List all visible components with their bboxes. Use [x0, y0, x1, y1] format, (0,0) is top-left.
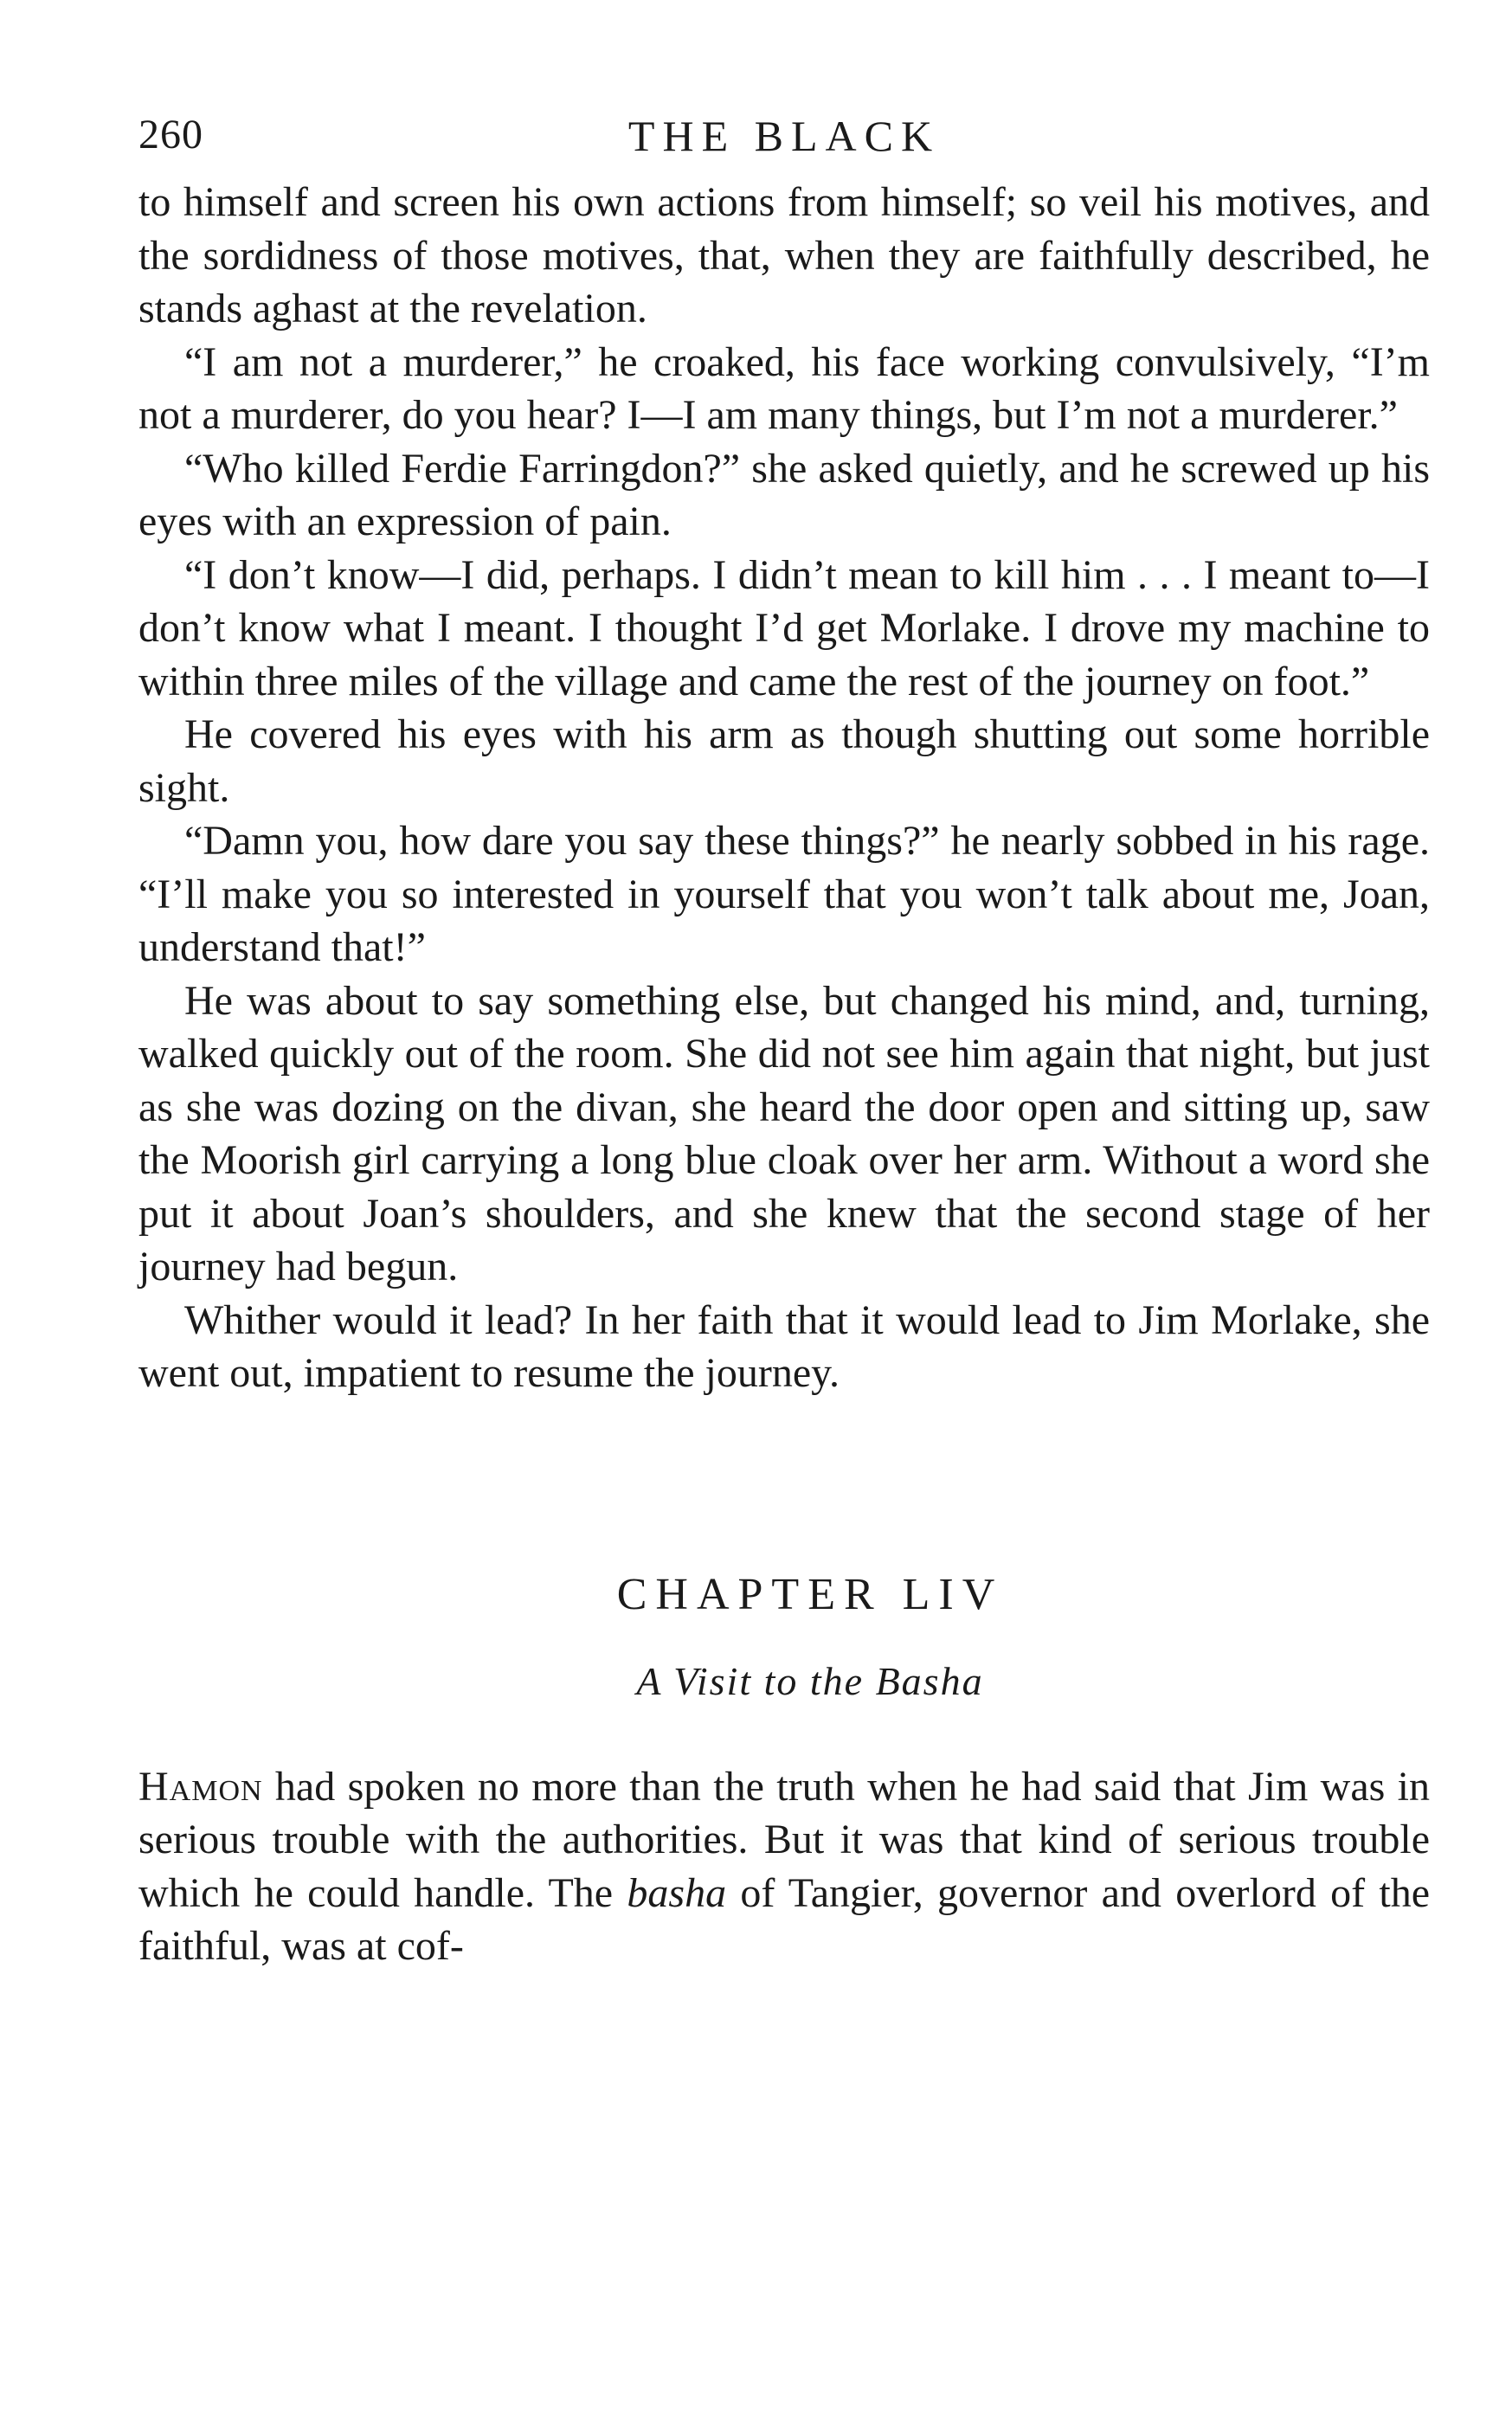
chapter-heading: CHAPTER LIV: [616, 1569, 1004, 1619]
paragraph: He covered his eyes with his arm as though shutting out some horrible sight.: [138, 711, 1430, 811]
paragraph: “Who killed Ferdie Farringdon?” she asked quietly, and he screwed up his eyes with an expression of pain.: [138, 445, 1430, 544]
page-number: 260: [138, 112, 203, 158]
paragraph: “I am not a murderer,” he croaked, his face working convulsively, “I’m not a murderer, do you hear? I—I am many things, but I’m not a murderer.”: [138, 338, 1430, 438]
opening-text-part: of Tangier, governor and overlord of the faithful, was at cof-: [138, 1869, 1431, 1969]
italic-term: basha: [627, 1869, 727, 1916]
chapter-opening-paragraph: [138, 1760, 1430, 1973]
paragraph: to himself and screen his own actions from himself; so veil his motives, and the sordidness of those motives, that, when they are faithfully described, he stands aghast at the revelation.: [138, 179, 1430, 331]
paragraph: “Damn you, how dare you say these things?” he nearly sobbed in his rage. “I’ll make you so interested in yourself that you won’t talk about me, Joan, understand that!”: [138, 818, 1430, 970]
body-text: [138, 176, 1430, 1400]
running-title: THE BLACK: [627, 112, 941, 160]
chapter-subtitle: A Visit to the Basha: [636, 1658, 984, 1703]
paragraph: “I don’t know—I did, perhaps. I didn’t mean to kill him . . . I meant to—I don’t know what I meant. I thought I’d get Morlake. I drove my machine to within three miles of the village and came the rest of the journey on foot.”: [138, 551, 1430, 704]
chapter-opening-text: [138, 1760, 1430, 1973]
paragraph: He was about to say something else, but changed his mind, and, turning, walked quickly out of the room. She did not see him again that night, but just as she was dozing on the divan, she heard the door open and sitting up, saw the Moorish girl carrying a long blue cloak over her arm. Without a word she put it about Joan’s shoulders, and she knew that the second stage of her journey had begun.: [138, 977, 1430, 1289]
opening-word: Hamon: [138, 1763, 263, 1810]
running-head: [138, 104, 1430, 173]
opening-text-part: had spoken no more than the truth when he had said that Jim was in serious trouble with the authorities. But it was that kind of serious trouble which he could handle. The: [138, 1763, 1430, 1916]
paragraph: Whither would it lead? In her faith that it would lead to Jim Morlake, she went out, impatient to resume the journey.: [138, 1296, 1430, 1396]
book-page: [138, 104, 1430, 1973]
